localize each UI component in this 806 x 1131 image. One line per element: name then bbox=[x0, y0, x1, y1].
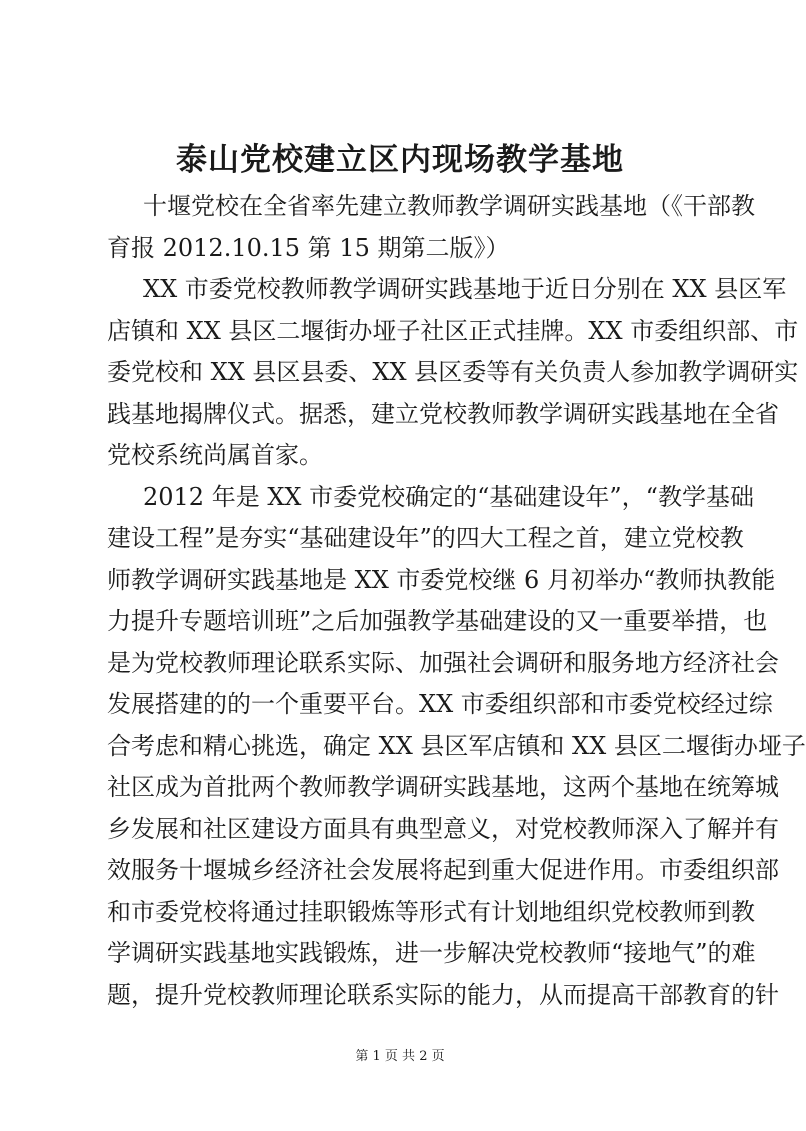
page-footer: 第 1 页 共 2 页 bbox=[355, 1049, 445, 1064]
text-line: 建设工程”是夯实“基础建设年”的四大工程之首，建立党校教 bbox=[107, 524, 744, 552]
text-line: 社区成为首批两个教师教学调研实践基地，这两个基地在统筹城 bbox=[107, 773, 779, 801]
text-line: 学调研实践基地实践锻炼，进一步解决党校教师“接地气”的难 bbox=[107, 939, 756, 967]
text-line: 力提升专题培训班”之后加强教学基础建设的又一重要举措，也 bbox=[107, 607, 768, 635]
text-line: 是为党校教师理论联系实际、加强社会调研和服务地方经济社会 bbox=[107, 648, 779, 677]
text-line: 育报 2012.10.15 第 15 期第二版》） bbox=[107, 233, 510, 262]
text-line: 十堰党校在全省率先建立教师教学调研实践基地（《干部教 bbox=[143, 192, 755, 220]
text-line: 店镇和 XX 县区二堰街办垭子社区正式挂牌。XX 市委组织部、市 bbox=[107, 316, 799, 345]
text-line: 师教学调研实践基地是 XX 市委党校继 6 月初举办“教师执教能 bbox=[107, 565, 776, 594]
document-body bbox=[107, 186, 806, 1016]
text-line: 践基地揭牌仪式。据悉，建立党校教师教学调研实践基地在全省 bbox=[107, 399, 779, 428]
text-line: XX 市委党校教师教学调研实践基地于近日分别在 XX 县区军 bbox=[143, 275, 787, 303]
text-line: 合考虑和精心挑选，确定 XX 县区军店镇和 XX 县区二堰街办垭子 bbox=[107, 731, 806, 760]
text-line: 发展搭建的的一个重要平台。XX 市委组织部和市委党校经过综 bbox=[107, 690, 773, 718]
text-line: 题，提升党校教师理论联系实际的能力，从而提高干部教育的针 bbox=[107, 980, 779, 1009]
text-line: 效服务十堰城乡经济社会发展将起到重大促进作用。市委组织部 bbox=[107, 856, 779, 884]
text-line: 和市委党校将通过挂职锻炼等形式有计划地组织党校教师到教 bbox=[107, 897, 755, 926]
text-line: 党校系统尚属首家。 bbox=[107, 441, 323, 469]
text-line: 乡发展和社区建设方面具有典型意义，对党校教师深入了解并有 bbox=[107, 814, 779, 843]
text-line: 委党校和 XX 县区县委、XX 县区委等有关负责人参加教学调研实 bbox=[107, 358, 799, 386]
document-title: 泰山党校建立区内现场教学基地 bbox=[176, 142, 624, 178]
text-line: 2012 年是 XX 市委党校确定的“基础建设年”，“教学基础 bbox=[143, 482, 754, 511]
